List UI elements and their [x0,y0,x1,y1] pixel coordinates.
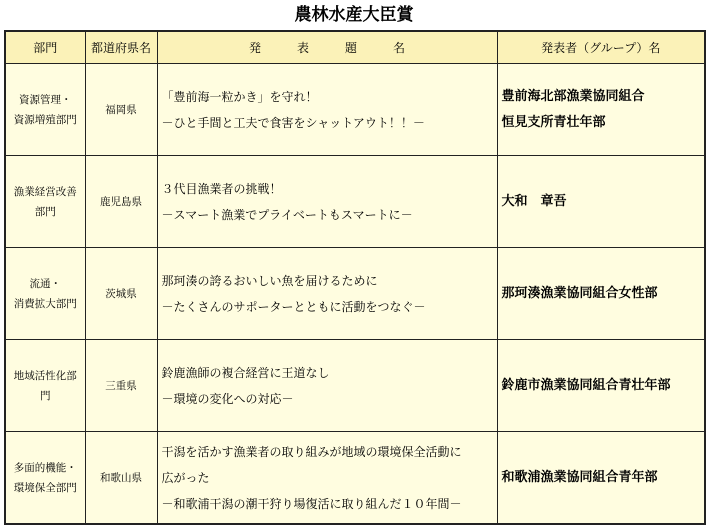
topic-line: －たくさんのサポーターとともに活動をつなぐ－ [161,299,426,314]
page-title: 農林水産大臣賞 [294,5,414,25]
topic-line: 広がった [161,470,210,485]
topic-line: －環境の変化への対応－ [161,391,294,406]
table-row [5,156,705,248]
department-line: 環境保全部門 [13,481,77,494]
header-prefecture: 都道府県名 [85,31,157,64]
presenter-line: 恒見支所青壮年部 [501,114,606,130]
department-cell [5,340,85,432]
presenter-line: 大和 章吾 [501,193,567,209]
table-row [5,340,705,432]
topic-cell [157,248,497,340]
topic-line: －和歌浦干潟の潮干狩り場復活に取り組んだ１０年間－ [161,496,462,511]
topic-cell [157,432,497,525]
presenter-line: 和歌浦漁業協同組合青年部 [501,469,658,485]
topic-line: 干潟を活かす漁業者の取り組みが地域の環境保全活動に [161,444,462,459]
department-line: 門 [40,389,51,402]
prefecture-cell: 茨城県 [85,248,157,340]
department-line: 資源増殖部門 [13,113,77,126]
department-cell [5,248,85,340]
department-line: 多面的機能・ [13,461,77,474]
table-header-row [5,31,705,64]
table-row [5,432,705,525]
prefecture-cell: 福岡県 [85,64,157,156]
presenter-line: 那珂湊漁業協同組合女性部 [501,285,658,301]
topic-cell [157,64,497,156]
presenter-cell [497,156,705,248]
topic-line: 「豊前海一粒かき」を守れ！ [161,89,318,104]
topic-cell [157,156,497,248]
presenter-cell [497,340,705,432]
awards-table [4,30,706,525]
department-cell [5,64,85,156]
department-line: 消費拡大部門 [13,297,77,310]
header-topic: 発 表 題 名 [157,31,497,64]
topic-line: 那珂湊の誇るおいしい魚を届けるために [161,273,378,288]
presenter-line: 鈴鹿市漁業協同組合青壮年部 [501,377,671,393]
department-cell [5,156,85,248]
topic-line: ３代目漁業者の挑戦！ [161,181,282,196]
header-presenter: 発表者（グループ）名 [497,31,705,64]
topic-line: 鈴鹿漁師の複合経営に王道なし [161,365,330,380]
presenter-cell [497,248,705,340]
topic-line: －ひと手間と工夫で食害をシャットアウト！！－ [161,115,425,130]
topic-line: －スマート漁業でプライベートもスマートに－ [161,207,413,222]
department-line: 資源管理・ [19,93,72,106]
prefecture-cell: 三重県 [85,340,157,432]
department-line: 漁業経営改善 [13,185,77,198]
table-row [5,64,705,156]
prefecture-cell: 鹿児島県 [85,156,157,248]
table-row [5,248,705,340]
presenter-cell [497,64,705,156]
department-line: 地域活性化部 [13,369,77,382]
department-line: 流通・ [29,277,61,290]
presenter-line: 豊前海北部漁業協同組合 [501,88,645,104]
department-cell [5,432,85,525]
header-department: 部門 [5,31,85,64]
topic-cell [157,340,497,432]
presenter-cell [497,432,705,525]
prefecture-cell: 和歌山県 [85,432,157,525]
department-line: 部門 [34,205,56,218]
